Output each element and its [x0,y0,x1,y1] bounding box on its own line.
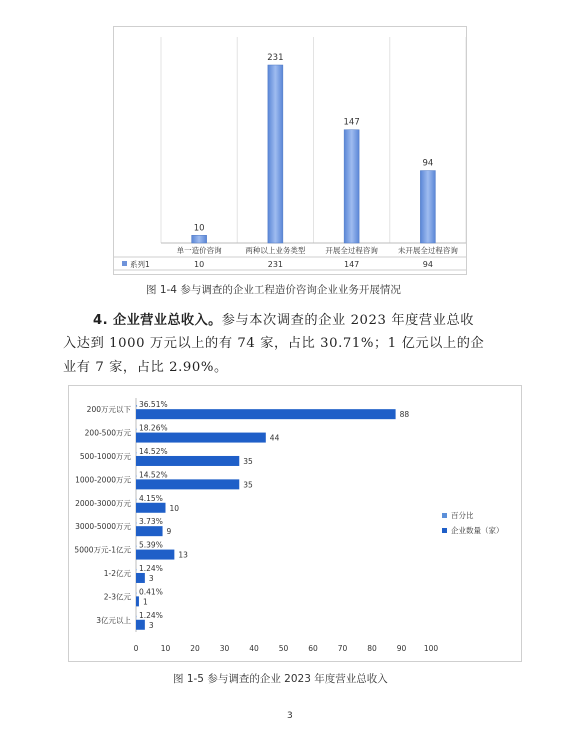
paragraph-line-2: 入达到 1000 万元以上的有 74 家，占比 30.71%；1 亿元以上的企 [63,336,485,351]
figure-2-caption: 图 1-5 参与调查的企业 2023 年度营业总收入 [173,673,388,685]
table-category-label: 未开展全过程咨询 [397,246,458,255]
count-label: 1 [142,597,148,607]
count-label: 9 [166,527,172,537]
count-label: 35 [243,480,253,490]
percent-bar [136,499,137,501]
percent-label: 36.51% [139,400,168,410]
count-bar [136,503,166,513]
percent-label: 18.26% [139,423,168,433]
table-value: 147 [343,260,360,269]
percent-label: 4.15% [139,493,163,503]
category-label: 3亿元以上 [96,615,131,625]
percent-bar [136,616,137,618]
table-value: 94 [422,260,433,269]
x-tick-label: 10 [160,644,171,653]
data-label: 147 [343,117,360,128]
x-tick-label: 0 [133,644,139,653]
table-value: 10 [194,260,205,269]
count-bar [136,526,163,536]
bar [420,171,435,243]
bar [268,65,283,243]
revenue-bar-chart [69,386,521,661]
figure-2-chart [68,385,522,662]
count-bar [136,573,145,583]
percent-bar [136,592,137,594]
percent-label: 14.52% [139,470,168,480]
count-bar [136,620,145,630]
count-label: 13 [178,550,188,560]
percent-bar [136,569,137,571]
count-bar [136,409,396,419]
category-label: 5000万元-1亿元 [74,545,131,555]
legend-key-count [442,528,447,533]
table-category-label: 开展全过程咨询 [325,246,378,255]
legend-label-percent: 百分比 [451,511,474,520]
category-label: 1-2亿元 [103,568,131,578]
category-label: 3000-5000万元 [75,522,131,532]
legend-key [122,261,127,266]
percent-bar [136,522,137,524]
percent-label: 14.52% [139,446,168,456]
x-tick-label: 60 [308,644,318,653]
category-label: 2-3亿元 [103,592,131,602]
x-tick-label: 90 [396,644,407,653]
count-label: 10 [169,503,180,513]
table-category-label: 两种以上业务类型 [245,246,306,255]
count-label: 3 [148,620,154,630]
x-tick-label: 100 [423,644,439,653]
x-tick-label: 20 [190,644,200,653]
paragraph-line-3: 业有 7 家，占比 2.90%。 [63,360,228,375]
count-label: 44 [269,433,280,443]
data-label: 10 [193,223,205,234]
percent-label: 1.24% [139,610,163,620]
business-type-bar-chart [114,27,466,274]
legend-series-label: 系列1 [130,260,150,269]
count-bar [136,596,139,606]
count-label: 3 [148,573,154,583]
percent-bar [136,429,137,431]
data-label: 94 [422,158,434,169]
x-tick-label: 40 [249,644,259,653]
category-label: 200万元以下 [86,405,131,415]
percent-label: 5.39% [139,540,163,550]
bar [344,130,359,243]
legend-key-percent [442,513,447,518]
table-category-label: 单一造价咨询 [176,246,222,255]
bar [192,235,207,243]
percent-bar [136,405,137,407]
paragraph-line-1 [93,309,474,328]
count-bar [136,433,266,443]
x-tick-label: 70 [337,644,348,653]
legend-label-count: 企业数量（家） [451,526,504,535]
category-label: 200-500万元 [84,428,131,438]
figure-1-caption: 图 1-4 参与调查的企业工程造价咨询企业业务开展情况 [146,284,401,296]
x-tick-label: 50 [278,644,289,653]
percent-label: 3.73% [139,517,163,527]
percent-bar [136,546,137,548]
section-heading: 4. 企业营业总收入。 [93,313,222,328]
table-value: 231 [267,260,284,269]
data-label: 231 [267,53,284,63]
count-bar [136,479,239,489]
category-label: 2000-3000万元 [75,498,131,508]
count-label: 88 [399,410,410,420]
page-number: 3 [287,711,293,721]
percent-label: 0.41% [139,587,163,597]
count-label: 35 [243,456,253,466]
percent-bar [136,452,137,454]
category-label: 500-1000万元 [79,451,131,461]
percent-label: 1.24% [139,563,163,573]
x-tick-label: 80 [367,644,377,653]
count-bar [136,550,174,560]
category-label: 1000-2000万元 [75,475,131,485]
percent-bar [136,475,137,477]
paragraph-line-1-text: 参与本次调查的企业 2023 年度营业总收 [221,313,475,328]
x-tick-label: 30 [219,644,230,653]
figure-1-chart [113,26,467,275]
count-bar [136,456,239,466]
